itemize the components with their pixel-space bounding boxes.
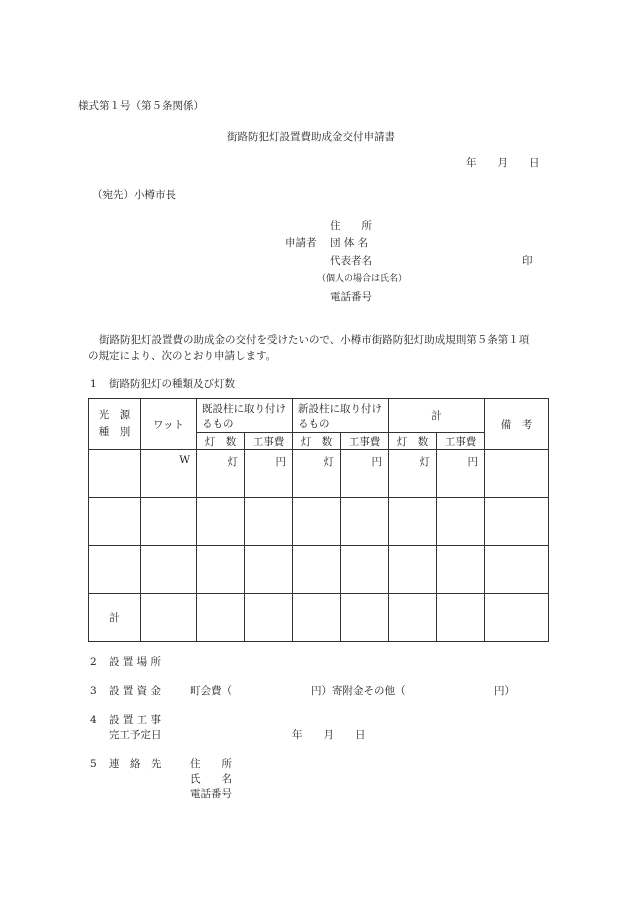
table-cell xyxy=(89,498,141,546)
header-cost: 工事費 xyxy=(341,433,389,450)
table-cell xyxy=(89,450,141,498)
applicant-label: 申請者 xyxy=(285,237,317,249)
table-cell xyxy=(141,594,197,642)
table-cell xyxy=(389,594,437,642)
date-line: 年 月 日 xyxy=(466,157,540,169)
applicant-address-label: 住 所 xyxy=(330,220,372,232)
table-cell xyxy=(245,546,293,594)
unit-watt: W xyxy=(141,450,197,498)
table-cell xyxy=(293,546,341,594)
section4-completion-date: 年 月 日 xyxy=(292,729,366,741)
table-cell xyxy=(245,498,293,546)
header-cost: 工事費 xyxy=(437,433,485,450)
header-total: 計 xyxy=(389,399,485,433)
section4-number: 4 xyxy=(90,714,97,726)
contact-phone-label: 電話番号 xyxy=(190,788,232,800)
section5-title: 連 絡 先 xyxy=(109,758,162,770)
section3-yen-close: 円） xyxy=(494,685,515,697)
table-cell xyxy=(389,498,437,546)
header-light-source xyxy=(89,399,141,450)
header-count: 灯 数 xyxy=(389,433,437,450)
table-cell xyxy=(141,498,197,546)
section4-completion-label: 完工予定日 xyxy=(109,729,162,741)
header-light-source-line2: 種 別 xyxy=(98,426,131,439)
section3-title: 設 置 資 金 xyxy=(109,685,162,697)
table-row xyxy=(89,450,549,498)
header-existing-pole: 既設柱に取り付けるもの xyxy=(197,399,293,433)
applicant-note: （個人の場合は氏名） xyxy=(317,274,408,284)
unit-cost: 円 xyxy=(341,450,389,498)
unit-cost: 円 xyxy=(437,450,485,498)
table-cell xyxy=(89,546,141,594)
table-cell xyxy=(389,546,437,594)
table-cell xyxy=(141,546,197,594)
table-cell xyxy=(437,594,485,642)
form-label: 様式第１号（第５条関係） xyxy=(78,100,204,112)
section3-donation: 円）寄附金その他（ xyxy=(311,685,406,697)
contact-address-label: 住 所 xyxy=(190,758,232,770)
table-cell xyxy=(245,594,293,642)
body-text-line2: の規定により、次のとおり申請します。 xyxy=(88,350,277,362)
table-cell xyxy=(485,546,549,594)
table-cell xyxy=(437,498,485,546)
table-cell xyxy=(341,546,389,594)
header-count: 灯 数 xyxy=(293,433,341,450)
table-cell xyxy=(197,546,245,594)
unit-count: 灯 xyxy=(197,450,245,498)
applicant-phone-label: 電話番号 xyxy=(330,291,372,303)
section1-title: 街路防犯灯の種類及び灯数 xyxy=(109,378,235,390)
header-watt: ワット xyxy=(141,399,197,450)
section1-number: 1 xyxy=(90,378,97,390)
unit-count: 灯 xyxy=(389,450,437,498)
section5-number: 5 xyxy=(90,758,97,770)
table-cell xyxy=(293,498,341,546)
header-light-source-line1: 光 源 xyxy=(98,409,131,422)
header-remarks: 備 考 xyxy=(485,399,549,450)
applicant-rep-label: 代表者名 xyxy=(330,255,372,267)
addressee: （宛先）小樽市長 xyxy=(92,189,176,201)
table-total-row xyxy=(89,594,549,642)
section3-town-fee: 町会費（ xyxy=(190,685,232,697)
seal-mark: 印 xyxy=(522,255,533,267)
table-cell xyxy=(437,546,485,594)
applicant-group-label: 団 体 名 xyxy=(330,237,369,249)
unit-count: 灯 xyxy=(293,450,341,498)
table-cell xyxy=(485,498,549,546)
table-cell xyxy=(293,594,341,642)
section2-title: 設 置 場 所 xyxy=(109,656,162,668)
table-cell xyxy=(197,594,245,642)
table-row xyxy=(89,546,549,594)
section2-number: 2 xyxy=(90,656,97,668)
table-cell xyxy=(485,594,549,642)
unit-cost: 円 xyxy=(245,450,293,498)
body-text-line1: 街路防犯灯設置費の助成金の交付を受けたいので、小樽市街路防犯灯助成規則第５条第１項 xyxy=(99,334,530,346)
section4-title: 設 置 工 事 xyxy=(109,714,162,726)
document-title: 街路防犯灯設置費助成金交付申請書 xyxy=(227,131,395,143)
contact-name-label: 氏 名 xyxy=(190,773,232,785)
table-row xyxy=(89,498,549,546)
table-cell xyxy=(341,594,389,642)
header-count: 灯 数 xyxy=(197,433,245,450)
header-new-pole: 新設柱に取り付けるもの xyxy=(293,399,389,433)
streetlight-table xyxy=(88,398,549,642)
table-cell xyxy=(341,498,389,546)
table-cell xyxy=(485,450,549,498)
table-cell xyxy=(197,498,245,546)
section3-number: 3 xyxy=(90,685,97,697)
header-cost: 工事費 xyxy=(245,433,293,450)
total-row-label: 計 xyxy=(89,594,141,642)
